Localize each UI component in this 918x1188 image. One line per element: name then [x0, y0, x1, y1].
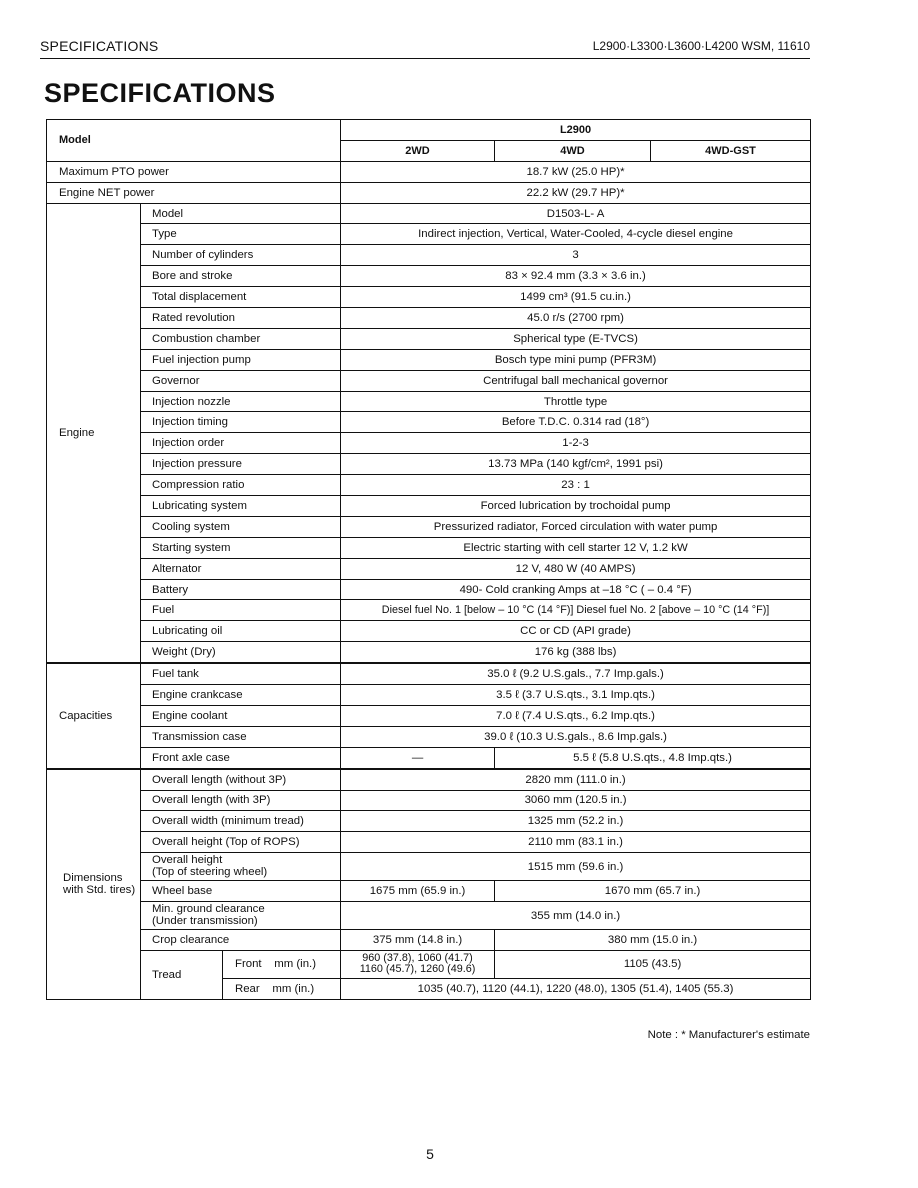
- spec-value: Forced lubrication by trochoidal pump: [341, 496, 811, 517]
- spec-value: 39.0 ℓ (10.3 U.S.gals., 8.6 Imp.gals.): [341, 726, 811, 747]
- spec-value: Indirect injection, Vertical, Water-Cooled, 4-cycle diesel engine: [341, 224, 811, 245]
- spec-label: Wheel base: [141, 881, 341, 902]
- spec-value: 1499 cm³ (91.5 cu.in.): [341, 287, 811, 308]
- table-row: [47, 370, 811, 391]
- table-row: [47, 558, 811, 579]
- spec-value: 2110 mm (83.1 in.): [341, 832, 811, 853]
- table-row: [47, 902, 811, 930]
- running-header-left: SPECIFICATIONS: [40, 38, 159, 54]
- spec-value: 13.73 MPa (140 kgf/cm², 1991 psi): [341, 454, 811, 475]
- spec-label: Engine coolant: [141, 705, 341, 726]
- table-row: [47, 600, 811, 621]
- table-row: [47, 726, 811, 747]
- model-value: L2900: [341, 120, 811, 141]
- table-row: [47, 496, 811, 517]
- tread-front-2wd: [341, 950, 495, 978]
- table-row: [47, 412, 811, 433]
- spec-label: Lubricating system: [141, 496, 341, 517]
- spec-label: Weight (Dry): [141, 642, 341, 663]
- group-engine: Engine: [47, 203, 141, 663]
- spec-value: 35.0 ℓ (9.2 U.S.gals., 7.7 Imp.gals.): [341, 663, 811, 684]
- spec-label: Engine crankcase: [141, 685, 341, 706]
- spec-label: Cooling system: [141, 516, 341, 537]
- table-row: [47, 537, 811, 558]
- spec-label: Battery: [141, 579, 341, 600]
- table-row: [47, 516, 811, 537]
- running-header-right: L2900·L3300·L3600·L4200 WSM, 11610: [592, 39, 810, 53]
- spec-value: Electric starting with cell starter 12 V, 1.2 kW: [341, 537, 811, 558]
- spec-value: 3060 mm (120.5 in.): [341, 790, 811, 811]
- spec-value: 3: [341, 245, 811, 266]
- variant-4wd-gst: 4WD-GST: [651, 140, 811, 161]
- spec-value: 7.0 ℓ (7.4 U.S.qts., 6.2 Imp.qts.): [341, 705, 811, 726]
- table-row: [47, 579, 811, 600]
- spec-label: Overall length (with 3P): [141, 790, 341, 811]
- pto-value: 18.7 kW (25.0 HP)*: [341, 161, 811, 182]
- tread-front-2wd-line: 960 (37.8), 1060 (41.7): [362, 951, 473, 964]
- spec-value: D1503-L- A: [341, 203, 811, 224]
- spec-value-2wd: 1675 mm (65.9 in.): [341, 881, 495, 902]
- spec-value: CC or CD (API grade): [341, 621, 811, 642]
- tread-label: Tread: [141, 950, 223, 999]
- spec-label-line: Overall height: [152, 854, 223, 867]
- pto-label: Maximum PTO power: [47, 161, 341, 182]
- spec-value: 490- Cold cranking Amps at –18 °C ( – 0.4 °F): [341, 579, 811, 600]
- spec-value: Pressurized radiator, Forced circulation with water pump: [341, 516, 811, 537]
- table-row: [47, 930, 811, 951]
- table-row: [47, 747, 811, 768]
- spec-value-2wd: —: [341, 747, 495, 768]
- spec-label: Fuel tank: [141, 663, 341, 684]
- table-row: [47, 391, 811, 412]
- spec-value: 176 kg (388 lbs): [341, 642, 811, 663]
- spec-value: Bosch type mini pump (PFR3M): [341, 349, 811, 370]
- spec-value: Centrifugal ball mechanical governor: [341, 370, 811, 391]
- table-row: [47, 832, 811, 853]
- table-row: [47, 621, 811, 642]
- table-row: [47, 705, 811, 726]
- spec-value-2wd: 375 mm (14.8 in.): [341, 930, 495, 951]
- spec-label: Lubricating oil: [141, 621, 341, 642]
- spec-label: Alternator: [141, 558, 341, 579]
- table-row: [47, 454, 811, 475]
- group-dimensions: Dimensions with Std. tires): [47, 769, 141, 1000]
- running-header: [40, 38, 810, 59]
- spec-value: Diesel fuel No. 1 [below – 10 °C (14 °F)] Diesel fuel No. 2 [above – 10 °C (14 °F)]: [341, 600, 811, 621]
- spec-label: Number of cylinders: [141, 245, 341, 266]
- spec-value-4wd: 1670 mm (65.7 in.): [495, 881, 811, 902]
- spec-label: Overall height (Top of ROPS): [141, 832, 341, 853]
- table-row: [47, 266, 811, 287]
- table-row: [47, 881, 811, 902]
- spec-value: 12 V, 480 W (40 AMPS): [341, 558, 811, 579]
- table-row: [47, 203, 811, 224]
- table-row: [47, 811, 811, 832]
- spec-label: Rated revolution: [141, 308, 341, 329]
- table-row: [47, 287, 811, 308]
- table-row: [47, 663, 811, 684]
- table-row: [47, 685, 811, 706]
- table-row-tread-front: [47, 950, 811, 978]
- tread-front-4wd: 1105 (43.5): [495, 950, 811, 978]
- spec-label: Injection nozzle: [141, 391, 341, 412]
- tread-front-2wd-line: 1160 (45.7), 1260 (49.6): [359, 963, 476, 976]
- table-row: [47, 475, 811, 496]
- table-row: [47, 349, 811, 370]
- spec-value: 1325 mm (52.2 in.): [341, 811, 811, 832]
- group-capacities: Capacities: [47, 663, 141, 768]
- variant-2wd: 2WD: [341, 140, 495, 161]
- tread-front-label: Front mm (in.): [223, 950, 341, 978]
- table-row: [47, 853, 811, 881]
- net-power-label: Engine NET power: [47, 182, 341, 203]
- spec-label: Total displacement: [141, 287, 341, 308]
- table-row: [47, 328, 811, 349]
- spec-value: 1-2-3: [341, 433, 811, 454]
- spec-value: 83 × 92.4 mm (3.3 × 3.6 in.): [341, 266, 811, 287]
- spec-label: Front axle case: [141, 747, 341, 768]
- spec-label: Crop clearance: [141, 930, 341, 951]
- table-row: [47, 642, 811, 663]
- spec-label: Overall length (without 3P): [141, 769, 341, 790]
- spec-value-4wd: 5.5 ℓ (5.8 U.S.qts., 4.8 Imp.qts.): [495, 747, 811, 768]
- spec-label: Compression ratio: [141, 475, 341, 496]
- footnote: Note : * Manufacturer's estimate: [647, 1029, 810, 1041]
- spec-value: 1515 mm (59.6 in.): [341, 853, 811, 881]
- specifications-table: [46, 119, 811, 1000]
- variant-4wd: 4WD: [495, 140, 651, 161]
- spec-value: 355 mm (14.0 in.): [341, 902, 811, 930]
- spec-label: Type: [141, 224, 341, 245]
- page-number: 5: [426, 1146, 434, 1162]
- spec-label: Overall width (minimum tread): [141, 811, 341, 832]
- spec-label: Bore and stroke: [141, 266, 341, 287]
- spec-label-line: Min. ground clearance: [152, 903, 265, 916]
- spec-value: 23 : 1: [341, 475, 811, 496]
- spec-label: Fuel: [141, 600, 341, 621]
- spec-value: Throttle type: [341, 391, 811, 412]
- net-power-value: 22.2 kW (29.7 HP)*: [341, 182, 811, 203]
- table-row: [47, 769, 811, 790]
- page-title: SPECIFICATIONS: [44, 78, 276, 108]
- spec-value: Spherical type (E-TVCS): [341, 328, 811, 349]
- spec-label: [141, 853, 341, 881]
- table-row: [47, 433, 811, 454]
- model-label: Model: [47, 120, 341, 162]
- table-row: [47, 224, 811, 245]
- tread-rear-label: Rear mm (in.): [223, 978, 341, 999]
- table-row-pto: [47, 161, 811, 182]
- spec-label-line: (Under transmission): [152, 914, 258, 927]
- spec-label: Starting system: [141, 537, 341, 558]
- spec-label: Combustion chamber: [141, 328, 341, 349]
- spec-value-4wd: 380 mm (15.0 in.): [495, 930, 811, 951]
- tread-rear-value: 1035 (40.7), 1120 (44.1), 1220 (48.0), 1305 (51.4), 1405 (55.3): [341, 978, 811, 999]
- spec-label-line: (Top of steering wheel): [152, 865, 268, 878]
- spec-label: Injection pressure: [141, 454, 341, 475]
- table-row-model-header: [47, 120, 811, 141]
- spec-label: Governor: [141, 370, 341, 391]
- spec-label: Injection timing: [141, 412, 341, 433]
- table-row: [47, 308, 811, 329]
- spec-value: Before T.D.C. 0.314 rad (18°): [341, 412, 811, 433]
- spec-label: Transmission case: [141, 726, 341, 747]
- spec-label: Fuel injection pump: [141, 349, 341, 370]
- table-row: [47, 245, 811, 266]
- spec-label: [141, 902, 341, 930]
- spec-label: Model: [141, 203, 341, 224]
- spec-value: 2820 mm (111.0 in.): [341, 769, 811, 790]
- spec-value: 3.5 ℓ (3.7 U.S.qts., 3.1 Imp.qts.): [341, 685, 811, 706]
- table-row: [47, 790, 811, 811]
- spec-label: Injection order: [141, 433, 341, 454]
- spec-value: 45.0 r/s (2700 rpm): [341, 308, 811, 329]
- table-row-net-power: [47, 182, 811, 203]
